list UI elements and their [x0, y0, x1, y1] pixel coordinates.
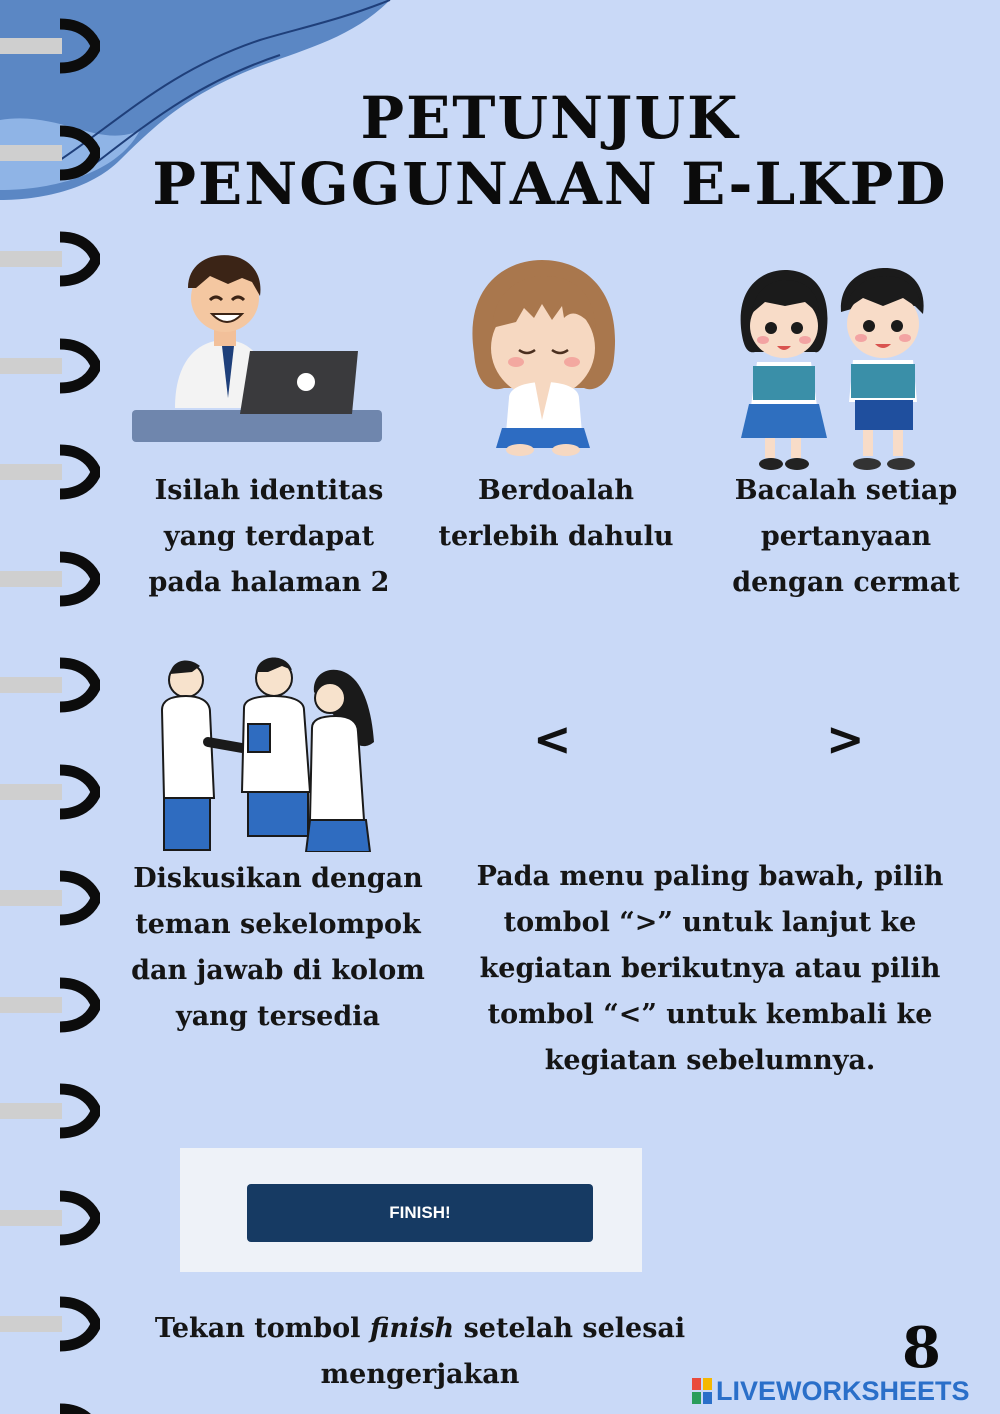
praying-girl-illustration: [464, 258, 622, 458]
binding-ring: [0, 18, 100, 74]
liveworksheets-logo[interactable]: [692, 1374, 970, 1408]
binding-ring: [0, 977, 100, 1033]
binding-ring: [0, 231, 100, 287]
step-4-caption: Diskusikan dengan teman sekelompok dan jawab di kolom yang tersedia: [131, 863, 425, 1032]
students-reading-illustration: [735, 266, 931, 476]
binding-ring: [0, 444, 100, 500]
step-2-caption: Berdoalah terlebih dahulu: [438, 475, 674, 552]
step-3-caption: Bacalah setiap pertanyaan dengan cermat: [732, 475, 960, 598]
page-number: 8: [902, 1315, 941, 1381]
title-line-2: PENGGUNAAN E-LKPD: [152, 150, 948, 218]
step-5-caption: Pada menu paling bawah, pilih tombol “>” untuk lanjut ke kegiatan berikutnya atau pilih tombol “<” untuk kembali ke kegiatan sebelumnya.: [476, 861, 944, 1076]
finish-instruction: [150, 1306, 690, 1398]
binding-ring: [0, 870, 100, 926]
binding-ring: [0, 338, 100, 394]
prev-arrow[interactable]: <: [533, 712, 572, 766]
binding-ring: [0, 1083, 100, 1139]
binding-ring: [0, 657, 100, 713]
finish-panel: [180, 1148, 642, 1272]
liveworksheets-text: LIVEWORKSHEETS: [716, 1375, 970, 1406]
page-title: [120, 85, 980, 217]
binding-ring: [0, 551, 100, 607]
binding-ring: [0, 1190, 100, 1246]
binding-ring: [0, 764, 100, 820]
finish-instruction-after: setelah selesai mengerjakan: [320, 1313, 686, 1390]
binding-ring: [0, 1296, 100, 1352]
liveworksheets-icon: [692, 1378, 712, 1404]
man-with-laptop-illustration: [130, 248, 384, 444]
group-discussion-illustration: [152, 652, 378, 852]
step-1-caption: Isilah identitas yang terdapat pada halaman 2: [148, 475, 390, 598]
finish-instruction-before: Tekan tombol: [154, 1313, 370, 1344]
finish-instruction-em: finish: [369, 1313, 455, 1344]
finish-button[interactable]: FINISH!: [247, 1184, 593, 1242]
binding-ring: [0, 125, 100, 181]
next-arrow[interactable]: >: [826, 712, 865, 766]
binding-ring: [0, 1403, 100, 1414]
spiral-binding: [0, 0, 110, 1414]
title-line-1: PETUNJUK: [360, 84, 740, 152]
